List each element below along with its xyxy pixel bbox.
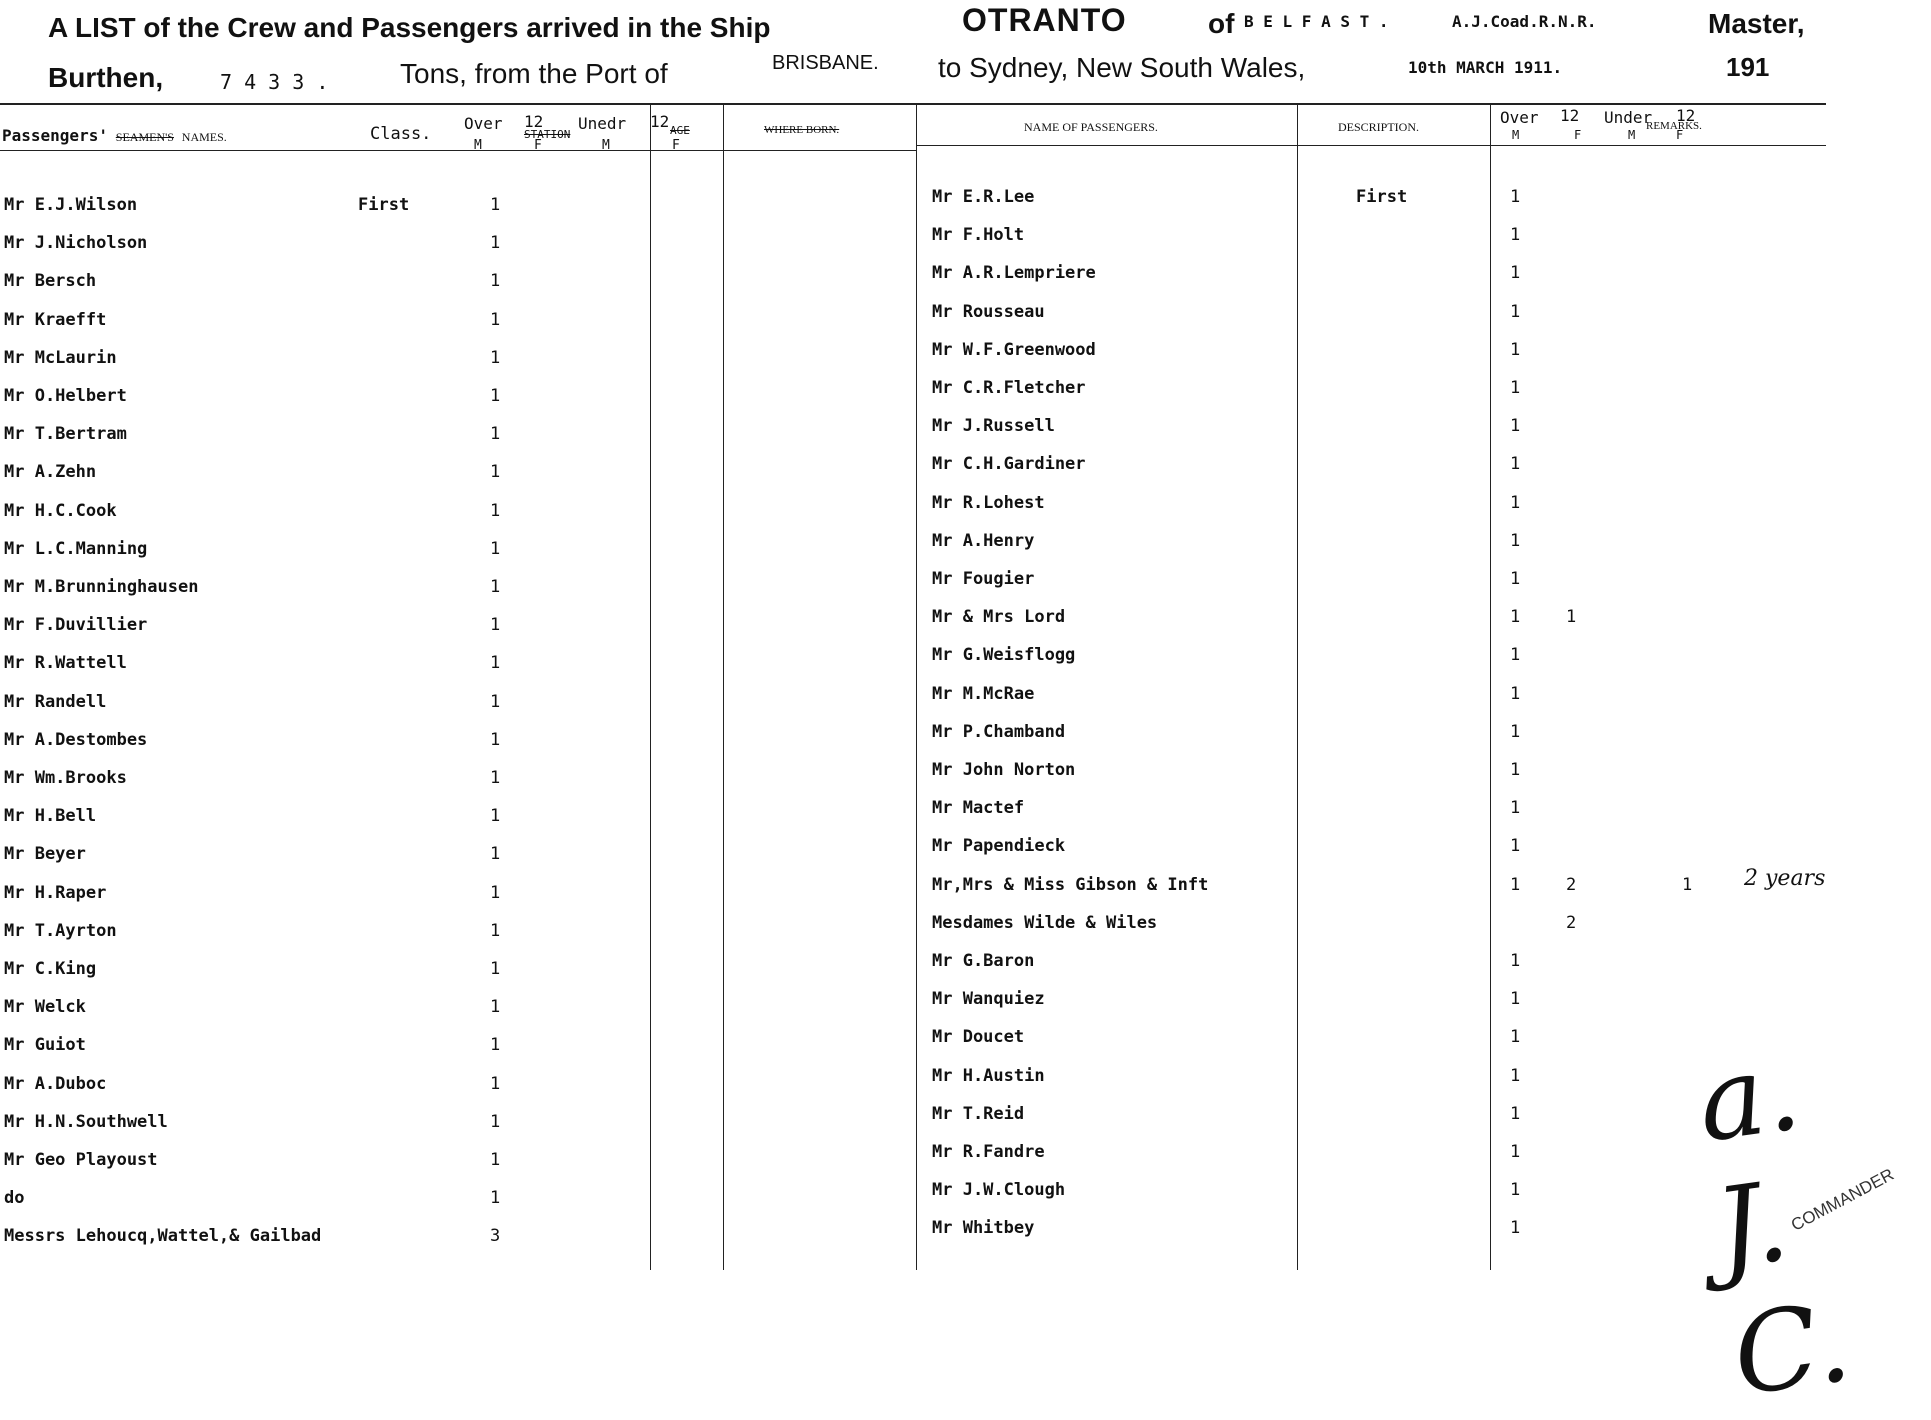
passenger-description: First <box>1356 187 1408 207</box>
count-over-12-male: 1 <box>1510 378 1521 398</box>
col-header-left-names <box>2 126 227 145</box>
passenger-name: Mr E.R.Lee <box>932 187 1035 207</box>
col-header-description: DESCRIPTION. <box>1338 120 1420 134</box>
count-over-12-male: 1 <box>490 1188 501 1209</box>
col-header-right-twelve: 12 <box>1560 106 1580 125</box>
passenger-name: Mr Doucet <box>932 1027 1025 1048</box>
passenger-name: Mr A.R.Lempriere <box>932 263 1096 284</box>
count-over-12-male: 1 <box>1510 454 1521 475</box>
count-over-12-female: 1 <box>1566 607 1577 628</box>
col-header-right-over: Over <box>1500 108 1539 127</box>
count-over-12-male: 1 <box>490 271 501 292</box>
passenger-name: Mr Guiot <box>4 1035 86 1056</box>
count-over-12-male: 1 <box>1510 1103 1521 1124</box>
passenger-name: Messrs Lehoucq,Wattel,& Gailbad <box>4 1226 322 1247</box>
passenger-name: Mr Fougier <box>932 569 1035 589</box>
count-over-12-male: 1 <box>490 729 501 750</box>
count-over-12-male: 1 <box>490 997 501 1018</box>
count-over-12-male: 1 <box>490 347 501 368</box>
master-name: A.J.Coad.R.N.R. <box>1452 12 1597 31</box>
passenger-name: Mr H.N.Southwell <box>4 1111 168 1132</box>
col-header-remarks: REMARKS. <box>1646 120 1702 132</box>
tons-label: Tons, from the Port of <box>400 58 668 89</box>
col-header-age-f: F <box>672 138 680 153</box>
passenger-name: Mr G.Baron <box>932 951 1035 971</box>
passenger-name: Mr R.Wattell <box>4 653 127 674</box>
passenger-name: Mr J.Russell <box>932 416 1055 437</box>
right-passenger-row <box>0 490 1879 516</box>
count-over-12-male: 1 <box>1510 263 1521 284</box>
col-header-age-struck: AGE <box>670 124 690 137</box>
right-passenger-row <box>0 986 1879 1012</box>
col-header-right-twelve-b: 12 <box>1676 106 1696 125</box>
count-over-12-male: 1 <box>1510 1027 1521 1048</box>
right-passenger-row <box>0 222 1879 248</box>
header-line-1 <box>48 12 770 44</box>
count-over-12-male: 1 <box>1510 225 1521 246</box>
count-over-12-male: 1 <box>1510 301 1521 322</box>
right-passenger-row <box>0 413 1879 439</box>
passenger-name: Mr T.Bertram <box>4 424 127 445</box>
passenger-name: Mr Welck <box>4 997 86 1018</box>
count-over-12-male: 1 <box>1510 721 1521 742</box>
col-header-twelve: 12 <box>524 112 544 131</box>
col-header-under-m: M <box>602 138 610 153</box>
right-passenger-row <box>0 375 1879 401</box>
passenger-name: Mr C.King <box>4 959 97 979</box>
left-header-rule <box>0 150 916 151</box>
col-header-right-over-m: M <box>1512 128 1520 142</box>
passenger-name: Mr R.Lohest <box>932 492 1045 513</box>
passenger-name: do <box>4 1188 25 1209</box>
passenger-name: Mr Kraefft <box>4 309 107 330</box>
passenger-name: Mr H.C.Cook <box>4 500 117 521</box>
count-over-12-male: 1 <box>1510 569 1521 589</box>
right-passenger-row <box>0 910 1879 936</box>
right-passenger-row <box>0 260 1879 286</box>
passenger-name: Mr C.H.Gardiner <box>932 454 1086 475</box>
passenger-name: Mr F.Duvillier <box>4 615 148 636</box>
count-over-12-male: 1 <box>490 462 501 483</box>
passenger-name: Mr A.Henry <box>932 530 1035 551</box>
right-passenger-row <box>0 1215 1879 1241</box>
to-label: to Sydney, New South Wales, <box>938 52 1306 83</box>
count-under-12-male: 1 <box>1682 874 1693 895</box>
count-over-12-male: 1 <box>490 691 501 712</box>
count-over-12-male: 1 <box>1510 989 1521 1010</box>
names-suffix: NAMES. <box>181 130 227 144</box>
count-over-12-male: 1 <box>1510 798 1521 819</box>
count-over-12-male: 1 <box>1510 607 1521 628</box>
col-header-class: Class. <box>370 124 432 144</box>
right-passenger-row <box>0 337 1879 363</box>
col-header-right-under-f: F <box>1676 128 1684 142</box>
top-rule <box>0 103 1826 105</box>
col-header-right-under-m: M <box>1628 128 1636 142</box>
passenger-name: Mr E.J.Wilson <box>4 195 138 215</box>
passenger-name: Mr Whitbey <box>932 1218 1035 1239</box>
passenger-name: Mr Beyer <box>4 844 86 865</box>
col-header-right-under: Under <box>1604 108 1653 127</box>
count-over-12-female: 2 <box>1566 912 1577 933</box>
passenger-name: Mr J.W.Clough <box>932 1180 1066 1201</box>
commander-stamp: COMMANDER <box>1788 1164 1897 1235</box>
passenger-name: Mr Randell <box>4 691 107 712</box>
count-over-12-male: 3 <box>490 1226 501 1247</box>
count-over-12-male: 1 <box>1510 416 1521 437</box>
col-header-twelve-b: 12 <box>650 112 670 131</box>
ship-name: OTRANTO <box>962 2 1127 38</box>
col-header-over: Over <box>464 114 503 133</box>
right-passenger-row <box>0 681 1879 707</box>
passenger-name: Mr H.Austin <box>932 1065 1045 1086</box>
port-of-registry: B E L F A S T . <box>1244 12 1389 31</box>
remark-handwritten: 2 years <box>1744 865 1826 891</box>
count-over-12-male: 1 <box>1510 339 1521 360</box>
passenger-name: Mr Bersch <box>4 271 97 292</box>
count-over-12-male: 1 <box>1510 1180 1521 1201</box>
count-over-12-male: 1 <box>1510 951 1521 971</box>
passenger-name: Mr John Norton <box>932 760 1076 780</box>
col-header-station-struck: STATION <box>524 128 571 141</box>
right-header-rule <box>916 145 1826 146</box>
passenger-name: Mr A.Destombes <box>4 729 148 750</box>
count-over-12-male: 1 <box>1510 645 1521 666</box>
passenger-name: Mr J.Nicholson <box>4 233 148 254</box>
from-port: BRISBANE. <box>772 52 879 74</box>
col-header-over-f: F <box>534 138 542 153</box>
master-initials-signature: a. J. C. <box>1690 1026 1858 1420</box>
of-label: of <box>1208 8 1235 39</box>
passenger-name: Mr Rousseau <box>932 301 1045 322</box>
names-struck: SEAMEN'S <box>115 130 174 144</box>
col-header-right-over-f: F <box>1574 128 1582 142</box>
right-passenger-row <box>0 719 1879 745</box>
count-over-12-male: 1 <box>490 768 501 788</box>
count-over-12-male: 1 <box>1510 874 1521 895</box>
passenger-name: Mr L.C.Manning <box>4 538 148 559</box>
count-over-12-male: 1 <box>490 882 501 903</box>
count-over-12-male: 1 <box>490 1035 501 1056</box>
right-passenger-row <box>0 833 1879 859</box>
right-passenger-row <box>0 566 1879 592</box>
passenger-name: Mr Papendieck <box>932 836 1066 857</box>
passenger-name: Mr Geo Playoust <box>4 1150 158 1170</box>
passenger-name: Mr M.Brunninghausen <box>4 577 199 597</box>
count-over-12-male: 1 <box>1510 836 1521 857</box>
passenger-name: Mr Wm.Brooks <box>4 768 127 788</box>
year-prefix: 191 <box>1726 52 1770 82</box>
count-over-12-male: 1 <box>1510 1065 1521 1086</box>
burthen-label: Burthen, <box>48 62 164 93</box>
count-over-12-male: 1 <box>1510 530 1521 551</box>
count-over-12-male: 1 <box>490 1111 501 1132</box>
right-passenger-row <box>0 1024 1879 1050</box>
passenger-name: Mr Mactef <box>932 798 1025 819</box>
right-passenger-row <box>0 948 1879 974</box>
count-over-12-male: 1 <box>490 577 501 597</box>
passenger-name: Mr McLaurin <box>4 347 117 368</box>
count-over-12-male: 1 <box>1510 1218 1521 1239</box>
passenger-name: Mr F.Holt <box>932 225 1025 246</box>
passenger-name: Mr Wanquiez <box>932 989 1045 1010</box>
passenger-class: First <box>358 195 410 215</box>
passenger-name: Mr & Mrs Lord <box>932 607 1066 628</box>
count-over-12-male: 1 <box>490 806 501 827</box>
passenger-name: Mr,Mrs & Miss Gibson & Inft <box>932 874 1209 895</box>
right-passenger-row <box>0 1063 1879 1089</box>
right-passenger-row <box>0 528 1879 554</box>
right-passenger-row <box>0 757 1879 783</box>
right-passenger-row <box>0 795 1879 821</box>
count-over-12-female: 2 <box>1566 874 1577 895</box>
col-header-over-m: M <box>474 138 482 153</box>
count-over-12-male: 1 <box>1510 1142 1521 1162</box>
count-over-12-male: 1 <box>490 309 501 330</box>
right-passenger-row <box>0 865 1879 898</box>
right-passenger-row <box>0 642 1879 668</box>
header-title-prefix: A LIST of the Crew and Passengers arrived in the Ship <box>48 12 771 43</box>
count-over-12-male: 1 <box>490 1150 501 1170</box>
count-over-12-male: 1 <box>490 500 501 521</box>
right-passenger-row <box>0 1101 1879 1127</box>
count-over-12-male: 1 <box>1510 683 1521 704</box>
right-passenger-row <box>0 604 1879 630</box>
passenger-name: Mesdames Wilde & Wiles <box>932 912 1158 933</box>
count-over-12-male: 1 <box>1510 492 1521 513</box>
passenger-name: Mr T.Ayrton <box>4 920 117 941</box>
count-over-12-male: 1 <box>490 615 501 636</box>
passenger-name: Mr T.Reid <box>932 1103 1025 1124</box>
tonnage: 7 4 3 3 . <box>220 70 329 94</box>
count-over-12-male: 1 <box>490 195 501 215</box>
passenger-name: Mr O.Helbert <box>4 386 127 406</box>
right-passenger-row <box>0 184 1879 210</box>
col-header-where-born-struck: WHERE BORN. <box>764 124 840 136</box>
count-over-12-male: 1 <box>490 538 501 559</box>
passenger-name: Mr H.Raper <box>4 882 107 903</box>
count-over-12-male: 1 <box>490 844 501 865</box>
passenger-name: Mr P.Chamband <box>932 721 1066 742</box>
count-over-12-male: 1 <box>490 424 501 445</box>
passenger-name: Mr C.R.Fletcher <box>932 378 1086 398</box>
count-over-12-male: 1 <box>1510 760 1521 780</box>
passenger-name: Mr A.Zehn <box>4 462 97 483</box>
count-over-12-male: 1 <box>490 386 501 406</box>
passenger-name: Mr G.Weisflogg <box>932 645 1076 666</box>
col-header-right-names: NAME OF PASSENGERS. <box>1024 120 1158 134</box>
right-passenger-row <box>0 1139 1879 1165</box>
count-over-12-male: 1 <box>490 1073 501 1094</box>
count-over-12-male: 1 <box>1510 187 1521 207</box>
passenger-name: Mr W.F.Greenwood <box>932 339 1096 360</box>
count-over-12-male: 1 <box>490 959 501 979</box>
right-passenger-row <box>0 299 1879 325</box>
count-over-12-male: 1 <box>490 233 501 254</box>
count-over-12-male: 1 <box>490 653 501 674</box>
names-prefix: Passengers' <box>2 126 108 145</box>
count-over-12-male: 1 <box>490 920 501 941</box>
col-header-under: Unedr <box>578 114 627 133</box>
right-passenger-row <box>0 1177 1879 1203</box>
passenger-name: Mr H.Bell <box>4 806 97 827</box>
passenger-name: Mr M.McRae <box>932 683 1035 704</box>
passenger-name: Mr A.Duboc <box>4 1073 107 1094</box>
master-label: Master, <box>1708 8 1805 39</box>
right-passenger-row <box>0 451 1879 477</box>
arrival-date: 10th MARCH 1911. <box>1408 58 1563 77</box>
passenger-name: Mr R.Fandre <box>932 1142 1045 1162</box>
